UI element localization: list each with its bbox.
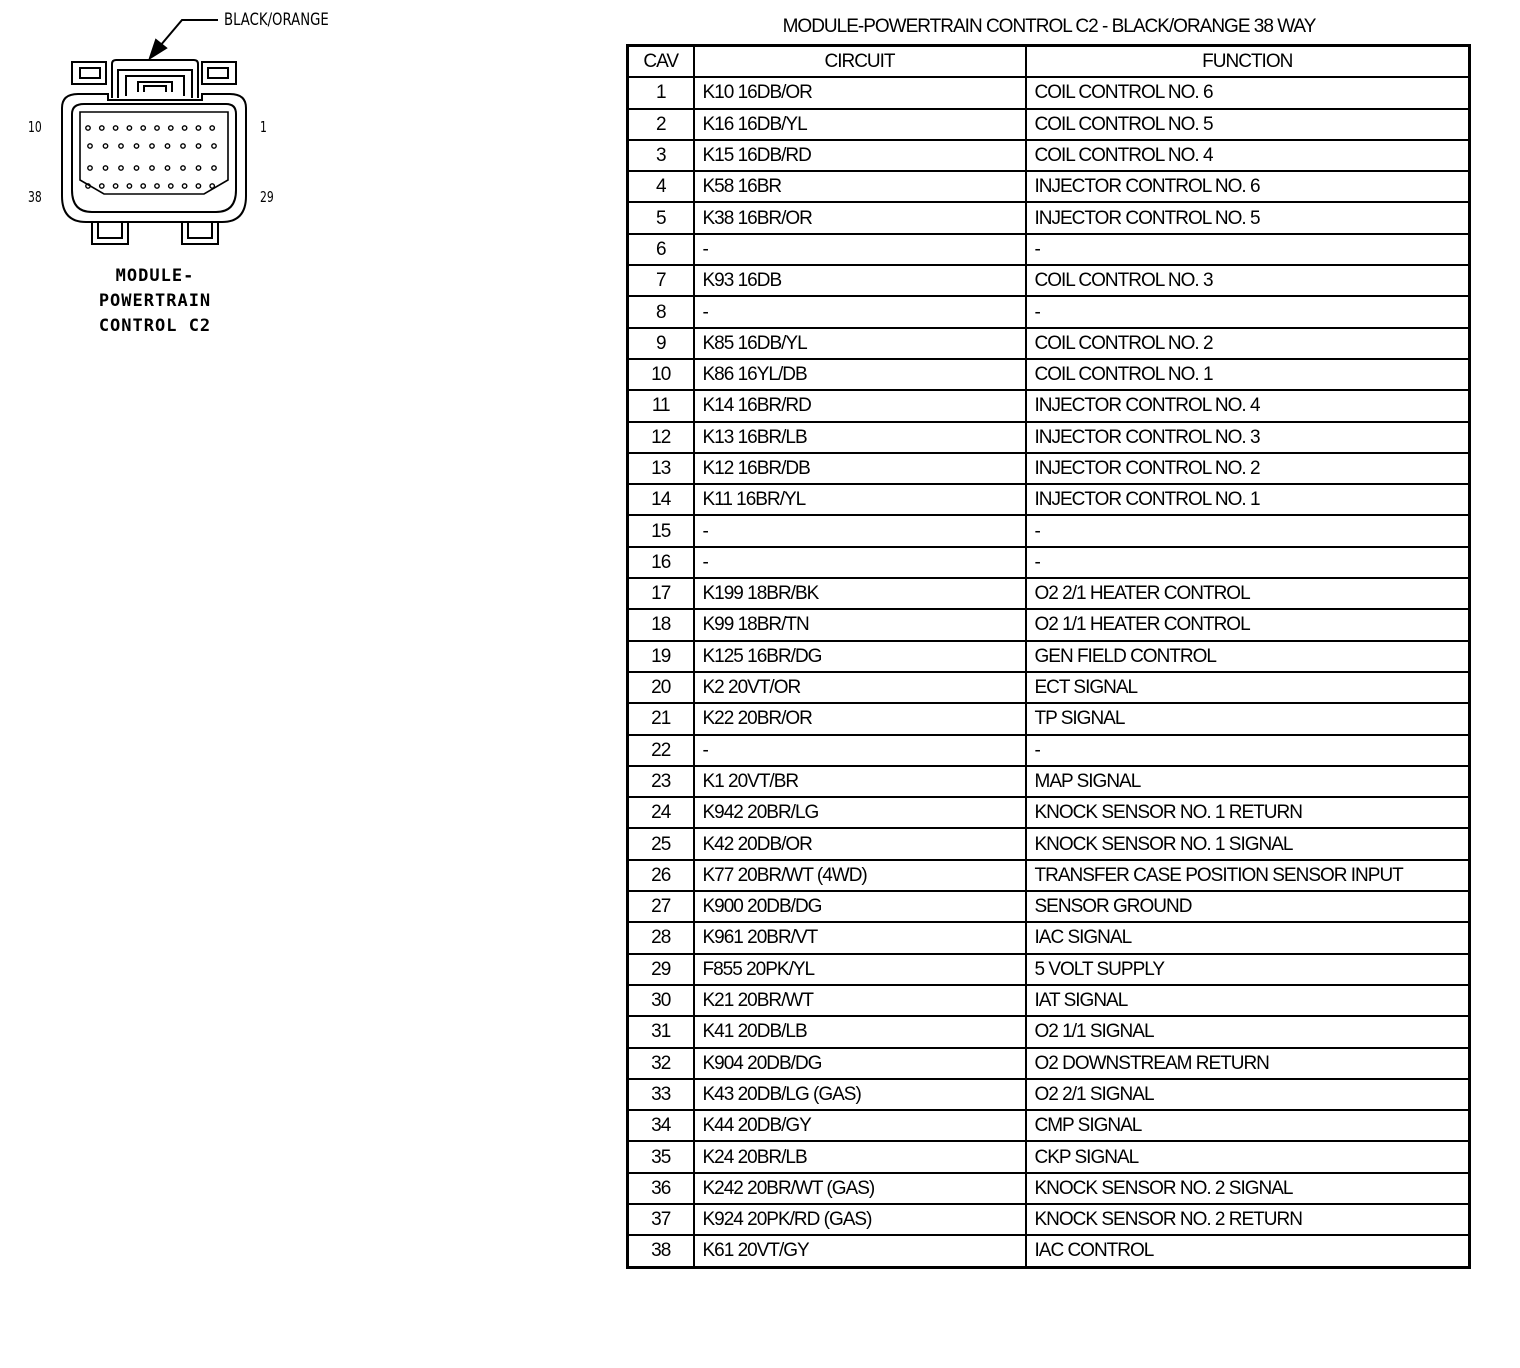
- cell-cav: 24: [628, 797, 694, 828]
- cell-circuit: K41 20DB/LB: [694, 1016, 1026, 1047]
- pin-dot: [210, 184, 214, 188]
- pin-label-top-left: 10: [28, 118, 42, 136]
- pin-dot: [150, 144, 154, 148]
- cell-circuit: K242 20BR/WT (GAS): [694, 1173, 1026, 1204]
- cell-cav: 27: [628, 891, 694, 922]
- cell-cav: 7: [628, 265, 694, 296]
- cell-circuit: K16 16DB/YL: [694, 109, 1026, 140]
- cell-function: CKP SIGNAL: [1026, 1141, 1470, 1172]
- cell-cav: 4: [628, 171, 694, 202]
- table-row: [628, 1141, 1470, 1172]
- cell-cav: 16: [628, 547, 694, 578]
- pin-dot: [141, 126, 145, 130]
- cell-function: -: [1026, 234, 1470, 265]
- cell-circuit: K22 20BR/OR: [694, 703, 1026, 734]
- cell-cav: 35: [628, 1141, 694, 1172]
- cell-cav: 34: [628, 1110, 694, 1141]
- cell-function: KNOCK SENSOR NO. 1 RETURN: [1026, 797, 1470, 828]
- cell-function: COIL CONTROL NO. 6: [1026, 77, 1470, 108]
- cell-cav: 31: [628, 1016, 694, 1047]
- cell-cav: 17: [628, 578, 694, 609]
- table-row: [628, 1016, 1470, 1047]
- cell-cav: 36: [628, 1173, 694, 1204]
- cell-circuit: -: [694, 234, 1026, 265]
- cell-circuit: K99 18BR/TN: [694, 609, 1026, 640]
- pin-dots: [86, 126, 216, 188]
- cell-cav: 3: [628, 140, 694, 171]
- cell-circuit: K43 20DB/LG (GAS): [694, 1079, 1026, 1110]
- table-row: [628, 547, 1470, 578]
- pin-dot: [155, 126, 159, 130]
- table-row: [628, 1204, 1470, 1235]
- table-row: [628, 515, 1470, 546]
- cell-cav: 21: [628, 703, 694, 734]
- table-row: [628, 578, 1470, 609]
- pin-dot: [196, 184, 200, 188]
- cell-cav: 32: [628, 1048, 694, 1079]
- cell-cav: 33: [628, 1079, 694, 1110]
- cell-cav: 14: [628, 484, 694, 515]
- cell-circuit: K14 16BR/RD: [694, 390, 1026, 421]
- cell-cav: 5: [628, 202, 694, 233]
- cell-cav: 2: [628, 109, 694, 140]
- connector-name-line: MODULE-: [115, 266, 195, 286]
- cell-function: -: [1026, 515, 1470, 546]
- cell-function: -: [1026, 296, 1470, 327]
- cell-cav: 18: [628, 609, 694, 640]
- pin-dot: [127, 184, 131, 188]
- cell-function: -: [1026, 735, 1470, 766]
- cell-circuit: K38 16BR/OR: [694, 202, 1026, 233]
- table-row: [628, 109, 1470, 140]
- pin-dot: [196, 126, 200, 130]
- table-row: [628, 766, 1470, 797]
- table-row: [628, 453, 1470, 484]
- cell-function: COIL CONTROL NO. 5: [1026, 109, 1470, 140]
- cell-cav: 1: [628, 77, 694, 108]
- cell-circuit: K924 20PK/RD (GAS): [694, 1204, 1026, 1235]
- table-row: [628, 202, 1470, 233]
- table-row: [628, 1173, 1470, 1204]
- pinout-table: [626, 44, 1471, 1269]
- cell-function: KNOCK SENSOR NO. 2 SIGNAL: [1026, 1173, 1470, 1204]
- pin-label-top-right: 1: [260, 118, 267, 136]
- table-row: [628, 1235, 1470, 1267]
- header-function: FUNCTION: [1026, 46, 1470, 78]
- housing-inner: [72, 104, 236, 212]
- cell-circuit: K199 18BR/BK: [694, 578, 1026, 609]
- cell-circuit: K15 16DB/RD: [694, 140, 1026, 171]
- cell-circuit: K904 20DB/DG: [694, 1048, 1026, 1079]
- pin-dot: [103, 166, 107, 170]
- cell-function: O2 1/1 SIGNAL: [1026, 1016, 1470, 1047]
- cell-function: INJECTOR CONTROL NO. 6: [1026, 171, 1470, 202]
- cell-function: GEN FIELD CONTROL: [1026, 641, 1470, 672]
- table-row: [628, 703, 1470, 734]
- pin-dot: [210, 126, 214, 130]
- cell-cav: 13: [628, 453, 694, 484]
- cell-circuit: -: [694, 735, 1026, 766]
- table-row: [628, 891, 1470, 922]
- cell-circuit: K1 20VT/BR: [694, 766, 1026, 797]
- pin-dot: [196, 166, 200, 170]
- cell-circuit: K125 16BR/DG: [694, 641, 1026, 672]
- cell-function: CMP SIGNAL: [1026, 1110, 1470, 1141]
- table-row: [628, 77, 1470, 108]
- table-row: [628, 797, 1470, 828]
- cell-cav: 22: [628, 735, 694, 766]
- cell-function: INJECTOR CONTROL NO. 1: [1026, 484, 1470, 515]
- connector-name-line: POWERTRAIN: [98, 291, 212, 311]
- cell-cav: 38: [628, 1235, 694, 1267]
- cell-circuit: -: [694, 515, 1026, 546]
- table-row: [628, 985, 1470, 1016]
- pin-dot: [134, 166, 138, 170]
- connector-color-label: BLACK/ORANGE: [224, 10, 329, 30]
- cell-function: -: [1026, 547, 1470, 578]
- header-cav: CAV: [628, 46, 694, 78]
- housing-outer: [62, 94, 246, 222]
- cell-circuit: F855 20PK/YL: [694, 954, 1026, 985]
- pin-dot: [119, 166, 123, 170]
- cell-circuit: K961 20BR/VT: [694, 922, 1026, 953]
- cell-circuit: K77 20BR/WT (4WD): [694, 860, 1026, 891]
- table-row: [628, 422, 1470, 453]
- table-row: [628, 296, 1470, 327]
- cell-function: COIL CONTROL NO. 1: [1026, 359, 1470, 390]
- cell-circuit: K12 16BR/DB: [694, 453, 1026, 484]
- pin-dot: [100, 126, 104, 130]
- pin-dot: [165, 144, 169, 148]
- cell-circuit: K42 20DB/OR: [694, 828, 1026, 859]
- cell-circuit: K10 16DB/OR: [694, 77, 1026, 108]
- connector-drawing: [0, 0, 420, 260]
- connector-name-line: CONTROL C2: [98, 316, 212, 336]
- cell-circuit: K21 20BR/WT: [694, 985, 1026, 1016]
- table-row: [628, 672, 1470, 703]
- cell-circuit: -: [694, 547, 1026, 578]
- table-row: [628, 641, 1470, 672]
- table-row: [628, 328, 1470, 359]
- table-header-row: [628, 46, 1470, 78]
- pin-dot: [119, 144, 123, 148]
- cell-function: INJECTOR CONTROL NO. 3: [1026, 422, 1470, 453]
- cell-function: 5 VOLT SUPPLY: [1026, 954, 1470, 985]
- cell-function: ECT SIGNAL: [1026, 672, 1470, 703]
- cell-circuit: K86 16YL/DB: [694, 359, 1026, 390]
- cell-circuit: K13 16BR/LB: [694, 422, 1026, 453]
- pin-dot: [100, 184, 104, 188]
- header-circuit: CIRCUIT: [694, 46, 1026, 78]
- pin-dot: [212, 166, 216, 170]
- pin-dot: [103, 144, 107, 148]
- cell-function: INJECTOR CONTROL NO. 5: [1026, 202, 1470, 233]
- table-row: [628, 1079, 1470, 1110]
- cell-circuit: K942 20BR/LG: [694, 797, 1026, 828]
- pin-dot: [155, 184, 159, 188]
- cell-function: O2 DOWNSTREAM RETURN: [1026, 1048, 1470, 1079]
- cell-cav: 23: [628, 766, 694, 797]
- cell-cav: 26: [628, 860, 694, 891]
- pin-dot: [127, 126, 131, 130]
- cell-function: O2 2/1 SIGNAL: [1026, 1079, 1470, 1110]
- cell-cav: 9: [628, 328, 694, 359]
- cell-cav: 10: [628, 359, 694, 390]
- pin-label-bottom-left: 38: [28, 188, 42, 206]
- table-row: [628, 954, 1470, 985]
- cell-circuit: K2 20VT/OR: [694, 672, 1026, 703]
- cell-function: INJECTOR CONTROL NO. 4: [1026, 390, 1470, 421]
- cell-cav: 11: [628, 390, 694, 421]
- table-row: [628, 484, 1470, 515]
- cell-cav: 29: [628, 954, 694, 985]
- pin-dot: [169, 126, 173, 130]
- cell-function: IAC SIGNAL: [1026, 922, 1470, 953]
- pin-dot: [181, 144, 185, 148]
- table-row: [628, 860, 1470, 891]
- cell-function: O2 2/1 HEATER CONTROL: [1026, 578, 1470, 609]
- cell-function: KNOCK SENSOR NO. 1 SIGNAL: [1026, 828, 1470, 859]
- cell-circuit: K44 20DB/GY: [694, 1110, 1026, 1141]
- cell-circuit: -: [694, 296, 1026, 327]
- pin-dot: [141, 184, 145, 188]
- pin-dot: [88, 166, 92, 170]
- cell-circuit: K58 16BR: [694, 171, 1026, 202]
- cell-circuit: K61 20VT/GY: [694, 1235, 1026, 1267]
- cell-cav: 19: [628, 641, 694, 672]
- cell-circuit: K11 16BR/YL: [694, 484, 1026, 515]
- connector-name: [60, 264, 250, 339]
- cell-function: TRANSFER CASE POSITION SENSOR INPUT: [1026, 860, 1470, 891]
- cell-cav: 28: [628, 922, 694, 953]
- cell-function: MAP SIGNAL: [1026, 766, 1470, 797]
- cell-function: INJECTOR CONTROL NO. 2: [1026, 453, 1470, 484]
- cell-function: IAT SIGNAL: [1026, 985, 1470, 1016]
- table-row: [628, 1110, 1470, 1141]
- pin-dot: [165, 166, 169, 170]
- top-latch: [112, 60, 198, 98]
- pin-dot: [182, 126, 186, 130]
- cell-function: SENSOR GROUND: [1026, 891, 1470, 922]
- cell-function: KNOCK SENSOR NO. 2 RETURN: [1026, 1204, 1470, 1235]
- cell-cav: 37: [628, 1204, 694, 1235]
- table-row: [628, 390, 1470, 421]
- connector-figure: [0, 0, 420, 360]
- cell-circuit: K900 20DB/DG: [694, 891, 1026, 922]
- cell-cav: 25: [628, 828, 694, 859]
- table-row: [628, 609, 1470, 640]
- cell-function: COIL CONTROL NO. 3: [1026, 265, 1470, 296]
- cell-cav: 8: [628, 296, 694, 327]
- pin-dot: [86, 126, 90, 130]
- pin-dot: [113, 184, 117, 188]
- cell-function: COIL CONTROL NO. 2: [1026, 328, 1470, 359]
- cell-function: COIL CONTROL NO. 4: [1026, 140, 1470, 171]
- cell-cav: 20: [628, 672, 694, 703]
- table-row: [628, 140, 1470, 171]
- cell-cav: 15: [628, 515, 694, 546]
- cell-cav: 6: [628, 234, 694, 265]
- pin-dot: [181, 166, 185, 170]
- cell-circuit: K93 16DB: [694, 265, 1026, 296]
- pin-dot: [150, 166, 154, 170]
- table-row: [628, 359, 1470, 390]
- cell-circuit: K85 16DB/YL: [694, 328, 1026, 359]
- leader-line: [160, 20, 218, 46]
- table-row: [628, 1048, 1470, 1079]
- table-row: [628, 234, 1470, 265]
- cell-function: O2 1/1 HEATER CONTROL: [1026, 609, 1470, 640]
- cell-circuit: K24 20BR/LB: [694, 1141, 1026, 1172]
- cell-cav: 30: [628, 985, 694, 1016]
- cell-function: TP SIGNAL: [1026, 703, 1470, 734]
- table-row: [628, 922, 1470, 953]
- pin-dot: [88, 144, 92, 148]
- table-row: [628, 735, 1470, 766]
- pin-dot: [113, 126, 117, 130]
- table-row: [628, 828, 1470, 859]
- pin-dot: [134, 144, 138, 148]
- pin-dot: [196, 144, 200, 148]
- cell-cav: 12: [628, 422, 694, 453]
- table-row: [628, 265, 1470, 296]
- table-row: [628, 171, 1470, 202]
- pin-dot: [86, 184, 90, 188]
- pin-dot: [182, 184, 186, 188]
- pin-dot: [212, 144, 216, 148]
- table-title: MODULE-POWERTRAIN CONTROL C2 - BLACK/ORANGE 38 WAY: [782, 16, 1316, 37]
- pin-dot: [169, 184, 173, 188]
- cell-function: IAC CONTROL: [1026, 1235, 1470, 1267]
- pin-label-bottom-right: 29: [260, 188, 274, 206]
